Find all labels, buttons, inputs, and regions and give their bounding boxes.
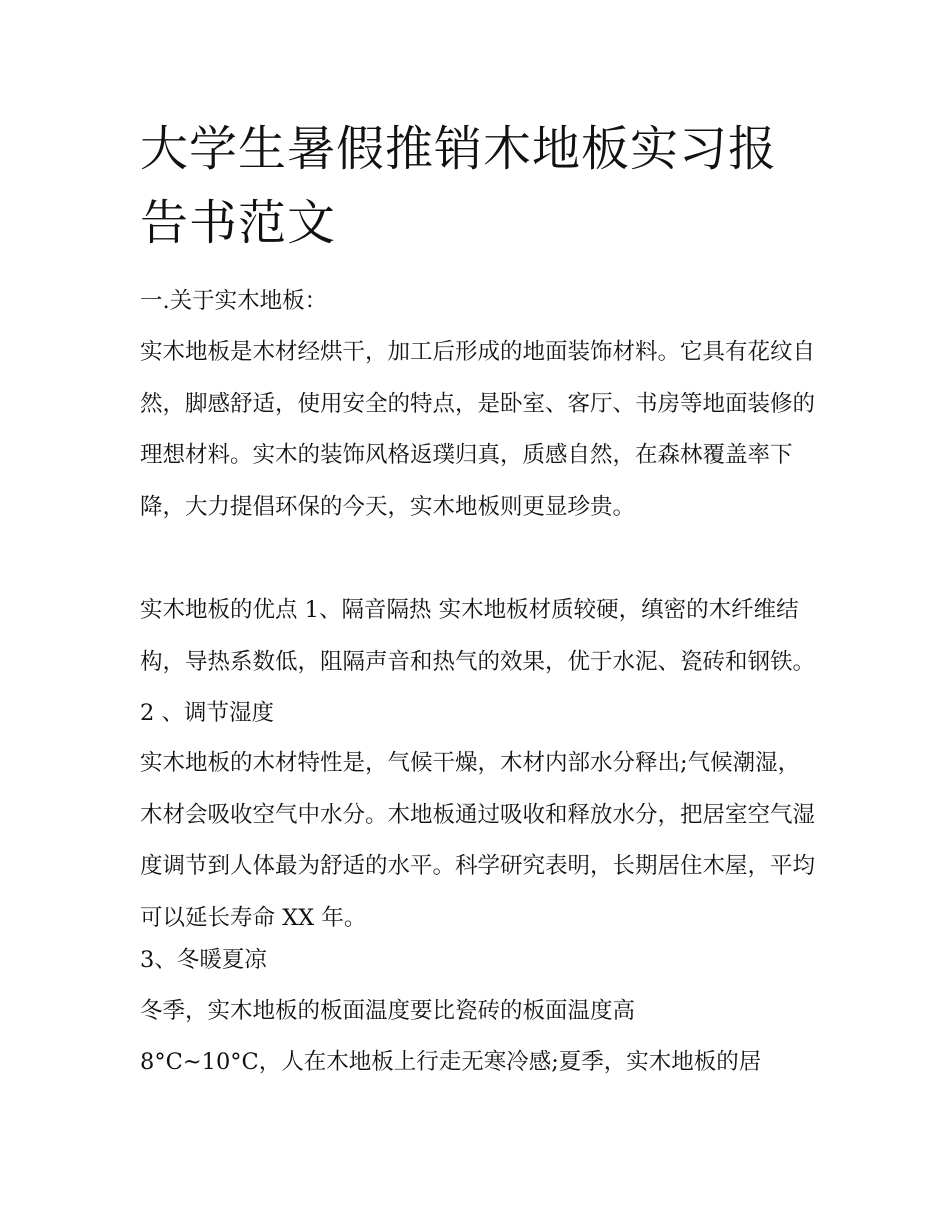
paragraph-subheading: 3、冬暖夏凉 (140, 947, 267, 973)
paragraph-temperature: 8°C~10°C，人在木地板上行走无寒冷感;夏季，实木地板的居 (140, 1049, 762, 1075)
paragraph-humidity: 实木地板的木材特性是，气候干燥，木材内部水分释出;气候潮湿，木材会吸收空气中水分。木地板通过吸收和释放水分，把居室空气湿度调节到人体最为舒适的水平。科学研究表明，长期居住木屋，平均可以延长寿命 XX 年。 (140, 750, 816, 931)
paragraph-advantages: 实木地板的优点 1、隔音隔热 实木地板材质较硬，缜密的木纤维结构，导热系数低，阻隔声音和热气的效果，优于水泥、瓷砖和钢铁。 2 、调节湿度 (140, 597, 816, 726)
section-heading: 一.关于实木地板： (140, 288, 328, 314)
paragraph-intro: 实木地板是木材经烘干，加工后形成的地面装饰材料。它具有花纹自然，脚感舒适，使用安全的特点，是卧室、客厅、书房等地面装修的理想材料。实木的装饰风格返璞归真，质感自然，在森林覆盖率下降，大力提倡环保的今天，实木地板则更显珍贵。 (140, 339, 816, 520)
paragraph-winter: 冬季，实木地板的板面温度要比瓷砖的板面温度高 (140, 998, 636, 1024)
document-title: 大学生暑假推销木地板实习报告书范文 (140, 121, 778, 251)
